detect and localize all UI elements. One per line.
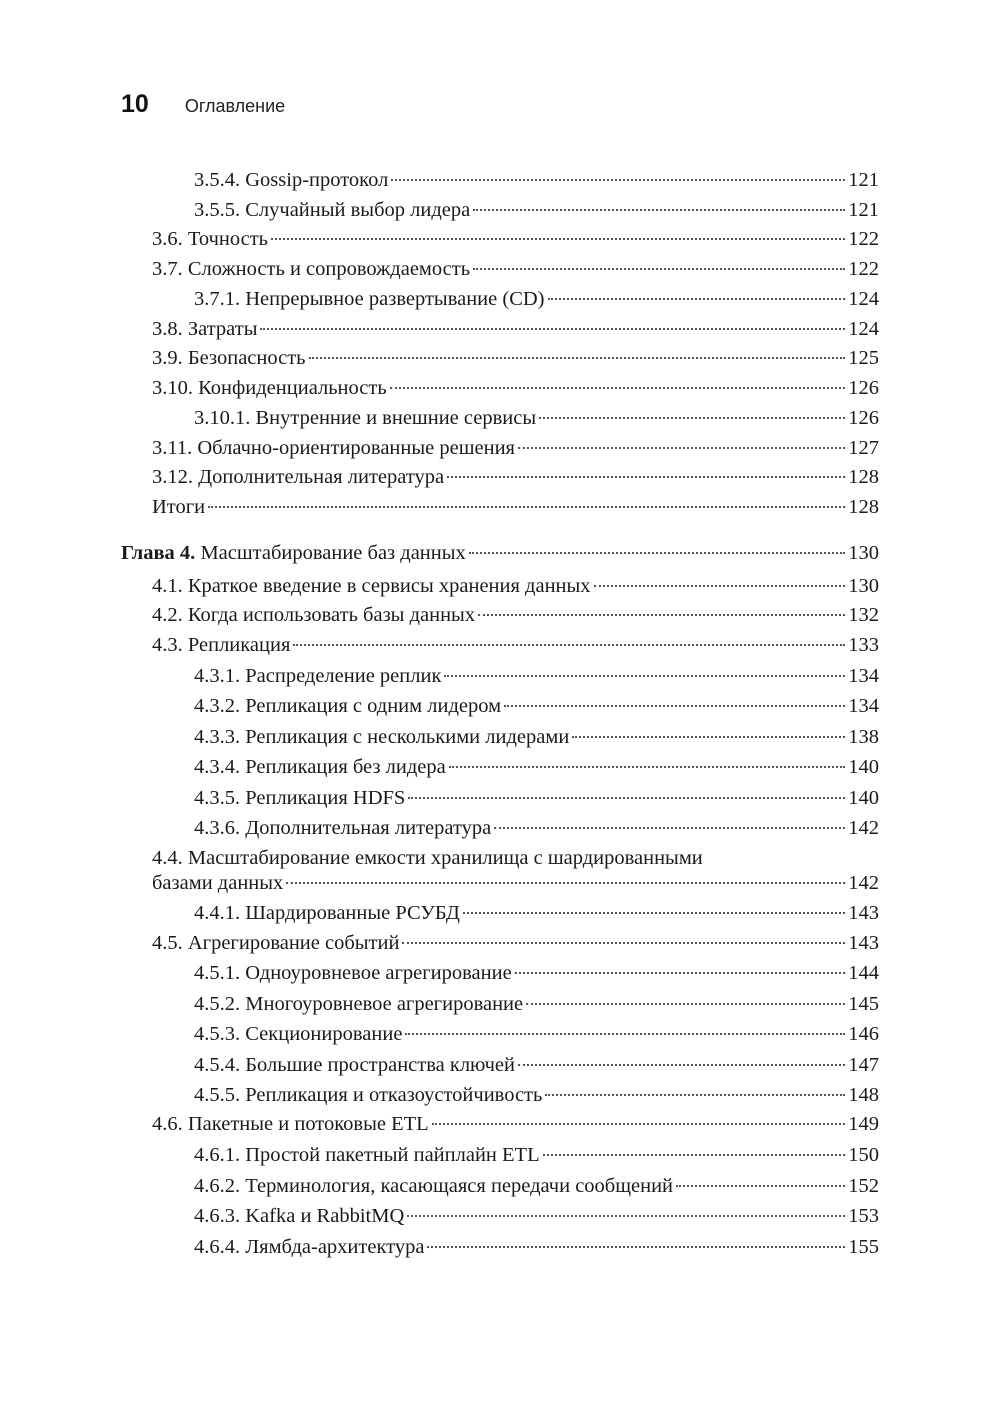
dot-leader xyxy=(432,1122,846,1125)
toc-entry xyxy=(152,870,879,896)
toc-entry-page: 146 xyxy=(848,1023,879,1045)
dot-leader xyxy=(271,237,845,240)
toc-entry xyxy=(194,815,879,841)
toc-entry-page: 128 xyxy=(848,466,879,488)
toc-entry xyxy=(152,1111,879,1137)
toc-entry xyxy=(194,663,879,689)
toc-entry-page: 122 xyxy=(848,258,879,280)
chapter-label: Глава 4. xyxy=(121,542,196,564)
toc-entry-page: 121 xyxy=(848,169,879,191)
toc-entry-title: 4.6.1. Простой пакетный пайплайн ETL xyxy=(194,1144,540,1166)
dot-leader xyxy=(469,551,845,554)
toc-entry-title: 4.5.2. Многоуровневое агрегирование xyxy=(194,993,524,1015)
toc-entry-title xyxy=(121,540,466,566)
toc-entry xyxy=(152,316,879,342)
toc-entry xyxy=(194,754,879,780)
toc-entry xyxy=(194,197,879,223)
dot-leader xyxy=(473,208,845,211)
toc-entry xyxy=(152,930,879,956)
dot-leader xyxy=(594,584,846,587)
dot-leader xyxy=(543,1153,846,1156)
toc-entry-page: 124 xyxy=(848,288,879,310)
toc-entry-title: 4.5.3. Секционирование xyxy=(194,1023,403,1045)
toc-entry-page: 140 xyxy=(848,787,879,809)
dot-leader xyxy=(407,1214,845,1217)
toc-entry-page: 124 xyxy=(848,318,879,340)
toc-entry xyxy=(152,345,879,371)
dot-leader xyxy=(572,735,845,738)
toc-entry xyxy=(194,1173,879,1199)
toc-entry-page: 153 xyxy=(848,1205,879,1227)
dot-leader xyxy=(260,327,845,330)
toc-entry-title: Итоги xyxy=(152,496,206,518)
toc-entry-title: 4.3.3. Репликация с несколькими лидерами xyxy=(194,726,570,748)
toc-entry-title: 3.7. Сложность и сопровождаемость xyxy=(152,258,471,280)
toc-entry-page: 121 xyxy=(848,199,879,221)
toc-entry-title: 4.3. Репликация xyxy=(152,634,291,656)
toc-entry xyxy=(194,286,879,312)
toc-entry xyxy=(152,494,879,520)
toc-entry-title: 3.12. Дополнительная литература xyxy=(152,466,445,488)
toc-entry-page: 142 xyxy=(848,872,879,894)
toc-entry-page: 126 xyxy=(848,377,879,399)
toc-entry-page: 125 xyxy=(848,347,879,369)
toc-entry-page: 149 xyxy=(848,1113,879,1135)
dot-leader xyxy=(444,674,845,677)
dot-leader xyxy=(463,911,845,914)
toc-entry-page: 130 xyxy=(848,575,879,597)
toc-entry-title: 4.6. Пакетные и потоковые ETL xyxy=(152,1113,429,1135)
toc-entry-page: 143 xyxy=(848,902,879,924)
page-number: 10 xyxy=(121,90,149,118)
toc-entry xyxy=(194,785,879,811)
toc-entry-title: 4.1. Краткое введение в сервисы хранения данных xyxy=(152,575,591,597)
dot-leader xyxy=(504,704,845,707)
page-header xyxy=(121,90,285,119)
toc-entry xyxy=(152,435,879,461)
toc-entry-page: 140 xyxy=(848,756,879,778)
chapter-title: Масштабирование баз данных xyxy=(195,542,466,564)
toc-entry-page: 127 xyxy=(848,437,879,459)
toc-entry xyxy=(194,1203,879,1229)
dot-leader xyxy=(478,613,845,616)
dot-leader xyxy=(548,297,846,300)
dot-leader xyxy=(526,1002,845,1005)
dot-leader xyxy=(208,505,845,508)
toc-entry-page: 122 xyxy=(848,228,879,250)
toc-entry-title: 3.6. Точность xyxy=(152,228,269,250)
toc-entry-page: 150 xyxy=(848,1144,879,1166)
toc-entry xyxy=(194,724,879,750)
dot-leader xyxy=(447,475,845,478)
toc-entry-page: 145 xyxy=(848,993,879,1015)
dot-leader xyxy=(449,765,846,768)
dot-leader xyxy=(402,941,845,944)
dot-leader xyxy=(390,386,846,389)
toc-entry-page: 142 xyxy=(848,817,879,839)
toc-entry-title: 3.5.4. Gossip-протокол xyxy=(194,169,389,191)
toc-entry-page: 134 xyxy=(848,695,879,717)
toc-entry xyxy=(152,602,879,628)
toc-entry-title: 4.2. Когда использовать базы данных xyxy=(152,604,476,626)
toc-entry xyxy=(152,464,879,490)
toc-entry-title: 4.3.6. Дополнительная литература xyxy=(194,817,492,839)
toc-entry-title: 4.3.4. Репликация без лидера xyxy=(194,756,446,778)
toc-entry-title: базами данных xyxy=(152,872,284,894)
toc-entry xyxy=(194,991,879,1017)
dot-leader xyxy=(473,267,845,270)
dot-leader xyxy=(539,416,845,419)
toc-entry-title: 4.3.1. Распределение реплик xyxy=(194,665,442,687)
toc-entry xyxy=(152,573,879,599)
toc-entry-title: 4.5. Агрегирование событий xyxy=(152,932,400,954)
dot-leader xyxy=(494,826,845,829)
toc-entry-title: 3.11. Облачно-ориентированные решения xyxy=(152,437,515,459)
toc-entry-page: 133 xyxy=(848,634,879,656)
dot-leader xyxy=(515,971,846,974)
toc-entry-title: 4.5.1. Одноуровневое агрегирование xyxy=(194,962,512,984)
toc-entry xyxy=(194,900,879,926)
toc-entry xyxy=(194,1142,879,1168)
toc-entry-title-first-line: 4.4. Масштабирование емкости хранилища с шардированными xyxy=(152,847,703,869)
toc-entry-title: 4.6.2. Терминология, касающаяся передачи сообщений xyxy=(194,1175,674,1197)
toc-entry-title: 3.8. Затраты xyxy=(152,318,258,340)
toc-entry xyxy=(194,1234,879,1260)
dot-leader xyxy=(676,1184,845,1187)
toc-entry-title: 3.9. Безопасность xyxy=(152,347,306,369)
toc-entry xyxy=(152,256,879,282)
toc-entry-title: 3.10. Конфиденциальность xyxy=(152,377,387,399)
toc-entry-page: 143 xyxy=(848,932,879,954)
toc-entry-title: 4.3.5. Репликация HDFS xyxy=(194,787,406,809)
dot-leader xyxy=(545,1093,845,1096)
dot-leader xyxy=(286,881,845,884)
toc-chapter-entry xyxy=(121,540,879,566)
toc-entry-page: 130 xyxy=(848,542,879,564)
toc-entry xyxy=(194,693,879,719)
toc-entry xyxy=(194,1052,879,1078)
toc-entry-page: 134 xyxy=(848,665,879,687)
toc-entry xyxy=(194,960,879,986)
toc-entry-page: 148 xyxy=(848,1084,879,1106)
toc-entry-page: 147 xyxy=(848,1054,879,1076)
toc-entry xyxy=(152,226,879,252)
dot-leader xyxy=(518,1063,845,1066)
toc-entry xyxy=(152,632,879,658)
toc-entry-title: 3.7.1. Непрерывное развертывание (CD) xyxy=(194,288,545,310)
toc-entry-page: 132 xyxy=(848,604,879,626)
toc-entry-title: 4.5.4. Большие пространства ключей xyxy=(194,1054,515,1076)
toc-entry xyxy=(194,1082,879,1108)
toc-entry-title: 3.5.5. Случайный выбор лидера xyxy=(194,199,471,221)
toc-entry-title: 4.3.2. Репликация с одним лидером xyxy=(194,695,502,717)
toc-entry-page: 138 xyxy=(848,726,879,748)
dot-leader xyxy=(427,1245,845,1248)
toc-entry-title: 4.5.5. Репликация и отказоустойчивость xyxy=(194,1084,543,1106)
toc-entry-page: 126 xyxy=(848,407,879,429)
dot-leader xyxy=(293,643,845,646)
dot-leader xyxy=(309,356,846,359)
toc-entry-title: 4.6.3. Kafka и RabbitMQ xyxy=(194,1205,405,1227)
running-title: Оглавление xyxy=(184,96,286,116)
toc-entry xyxy=(194,1021,879,1047)
dot-leader xyxy=(408,796,845,799)
toc-entry-page: 128 xyxy=(848,496,879,518)
toc-entry-page: 155 xyxy=(848,1236,879,1258)
dot-leader xyxy=(391,178,845,181)
toc-entry-page: 144 xyxy=(848,962,879,984)
toc-entry-title: 4.4.1. Шардированные РСУБД xyxy=(194,902,460,924)
toc-entry xyxy=(152,375,879,401)
toc-entry-title: 3.10.1. Внутренние и внешние сервисы xyxy=(194,407,537,429)
toc-entry xyxy=(194,405,879,431)
toc-entry-page: 152 xyxy=(848,1175,879,1197)
dot-leader xyxy=(405,1032,845,1035)
toc-entry-title: 4.6.4. Лямбда-архитектура xyxy=(194,1236,425,1258)
dot-leader xyxy=(518,446,845,449)
toc-entry xyxy=(194,167,879,193)
